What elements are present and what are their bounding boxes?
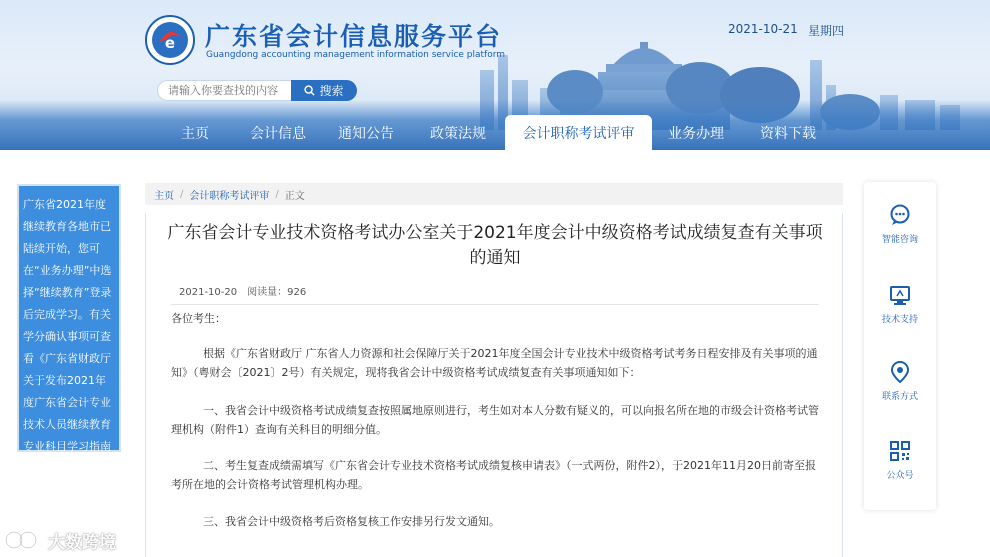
search-icon (304, 85, 315, 96)
article-greeting: 各位考生： (171, 312, 226, 325)
watermark-text: 大数跨境 (48, 532, 116, 553)
monitor-icon (889, 284, 911, 306)
article (145, 213, 843, 557)
search-button[interactable] (291, 80, 357, 101)
nav-exam-review[interactable]: 会计职称考试评审 (505, 115, 652, 150)
qrcode-icon (889, 440, 911, 462)
nav-downloads[interactable]: 资料下载 (760, 125, 816, 142)
sidebar-item-official-account[interactable] (864, 440, 936, 481)
read-count-label: 阅读量： (247, 287, 288, 298)
article-divider (171, 304, 819, 305)
breadcrumb (145, 183, 843, 205)
nav-notices[interactable]: 通知公告 (338, 125, 394, 142)
breadcrumb-separator: / (180, 188, 184, 200)
sidebar-item-contact[interactable] (864, 361, 936, 402)
current-weekday: 星期四 (808, 24, 845, 38)
site-title: 广东省会计信息服务平台 (205, 22, 503, 51)
nav-policies[interactable]: 政策法规 (430, 125, 486, 142)
read-count: 926 (287, 287, 307, 298)
chat-icon (889, 204, 911, 226)
breadcrumb-exam-review[interactable]: 会计职称考试评审 (189, 190, 270, 202)
sidebar-item-tech-support[interactable] (864, 284, 936, 325)
article-date: 2021-10-20 (179, 287, 238, 298)
scrolling-notice[interactable]: 广东省2021年度继续教育各地市已陆续开始，您可在“业务办理”中选择“继续教育”登录后完成学习。有关学分确认事项可查看《广东省财政厅关于发布2021年度广东省会计专业技术人员继续教育专业科目学习指南的通知》。 (17, 184, 121, 452)
article-paragraph-3: 二、考生复查成绩需填写《广东省会计专业技术资格考试成绩复核申请表》（一式两份，附件2），于2021年11月20日前寄至报考所在地的会计资格考试管理机构办理。 (171, 459, 816, 491)
quick-service-sidebar (864, 182, 936, 510)
breadcrumb-current: 正文 (284, 190, 305, 202)
sidebar-item-label: 智能咨询 (881, 235, 918, 245)
watermark-logo-icon (4, 529, 44, 551)
article-paragraph-4: 三、我省会计中级资格考后资格复核工作安排另行发文通知。 (203, 515, 500, 528)
svg-text:e: e (164, 34, 176, 52)
site-header (0, 0, 990, 150)
search-button-label: 搜索 (319, 84, 344, 98)
current-date: 2021-10-21 (728, 22, 798, 36)
breadcrumb-separator: / (275, 188, 279, 200)
watermark (4, 527, 116, 553)
search-input[interactable] (157, 80, 291, 101)
nav-home[interactable]: 主页 (181, 125, 209, 142)
sidebar-item-label: 公众号 (886, 471, 914, 481)
article-paragraph-2: 一、我省会计中级资格考试成绩复查按照属地原则进行，考生如对本人分数有疑义的，可以向报名所在地的市级会计资格考试管理机构（附件1）查询有关科目的明细分值。 (171, 404, 819, 436)
sidebar-item-label: 技术支持 (881, 315, 918, 325)
article-title: 广东省会计专业技术资格考试办公室关于2021年度会计中级资格考试成绩复查有关事项的通知 (167, 223, 823, 268)
sidebar-item-label: 联系方式 (881, 392, 918, 402)
nav-accounting-info[interactable]: 会计信息 (250, 125, 306, 142)
nav-business[interactable]: 业务办理 (668, 125, 724, 142)
site-subtitle: Guangdong accounting management information service platform (206, 50, 506, 60)
article-paragraph-1: 根据《广东省财政厅 广东省人力资源和社会保障厅关于2021年度全国会计专业技术中级资格考试考务日程安排及有关事项的通知》（粤财会〔2021〕2号）有关规定，现将我省会计中级资格考试成绩复查有关事项通知如下： (171, 347, 818, 379)
site-logo (145, 15, 195, 65)
breadcrumb-home[interactable]: 主页 (154, 190, 174, 202)
search-box (157, 80, 357, 101)
location-pin-icon (889, 361, 911, 383)
article-meta (179, 283, 306, 298)
main-nav (155, 115, 836, 150)
sidebar-item-smart-consult[interactable] (864, 204, 936, 245)
